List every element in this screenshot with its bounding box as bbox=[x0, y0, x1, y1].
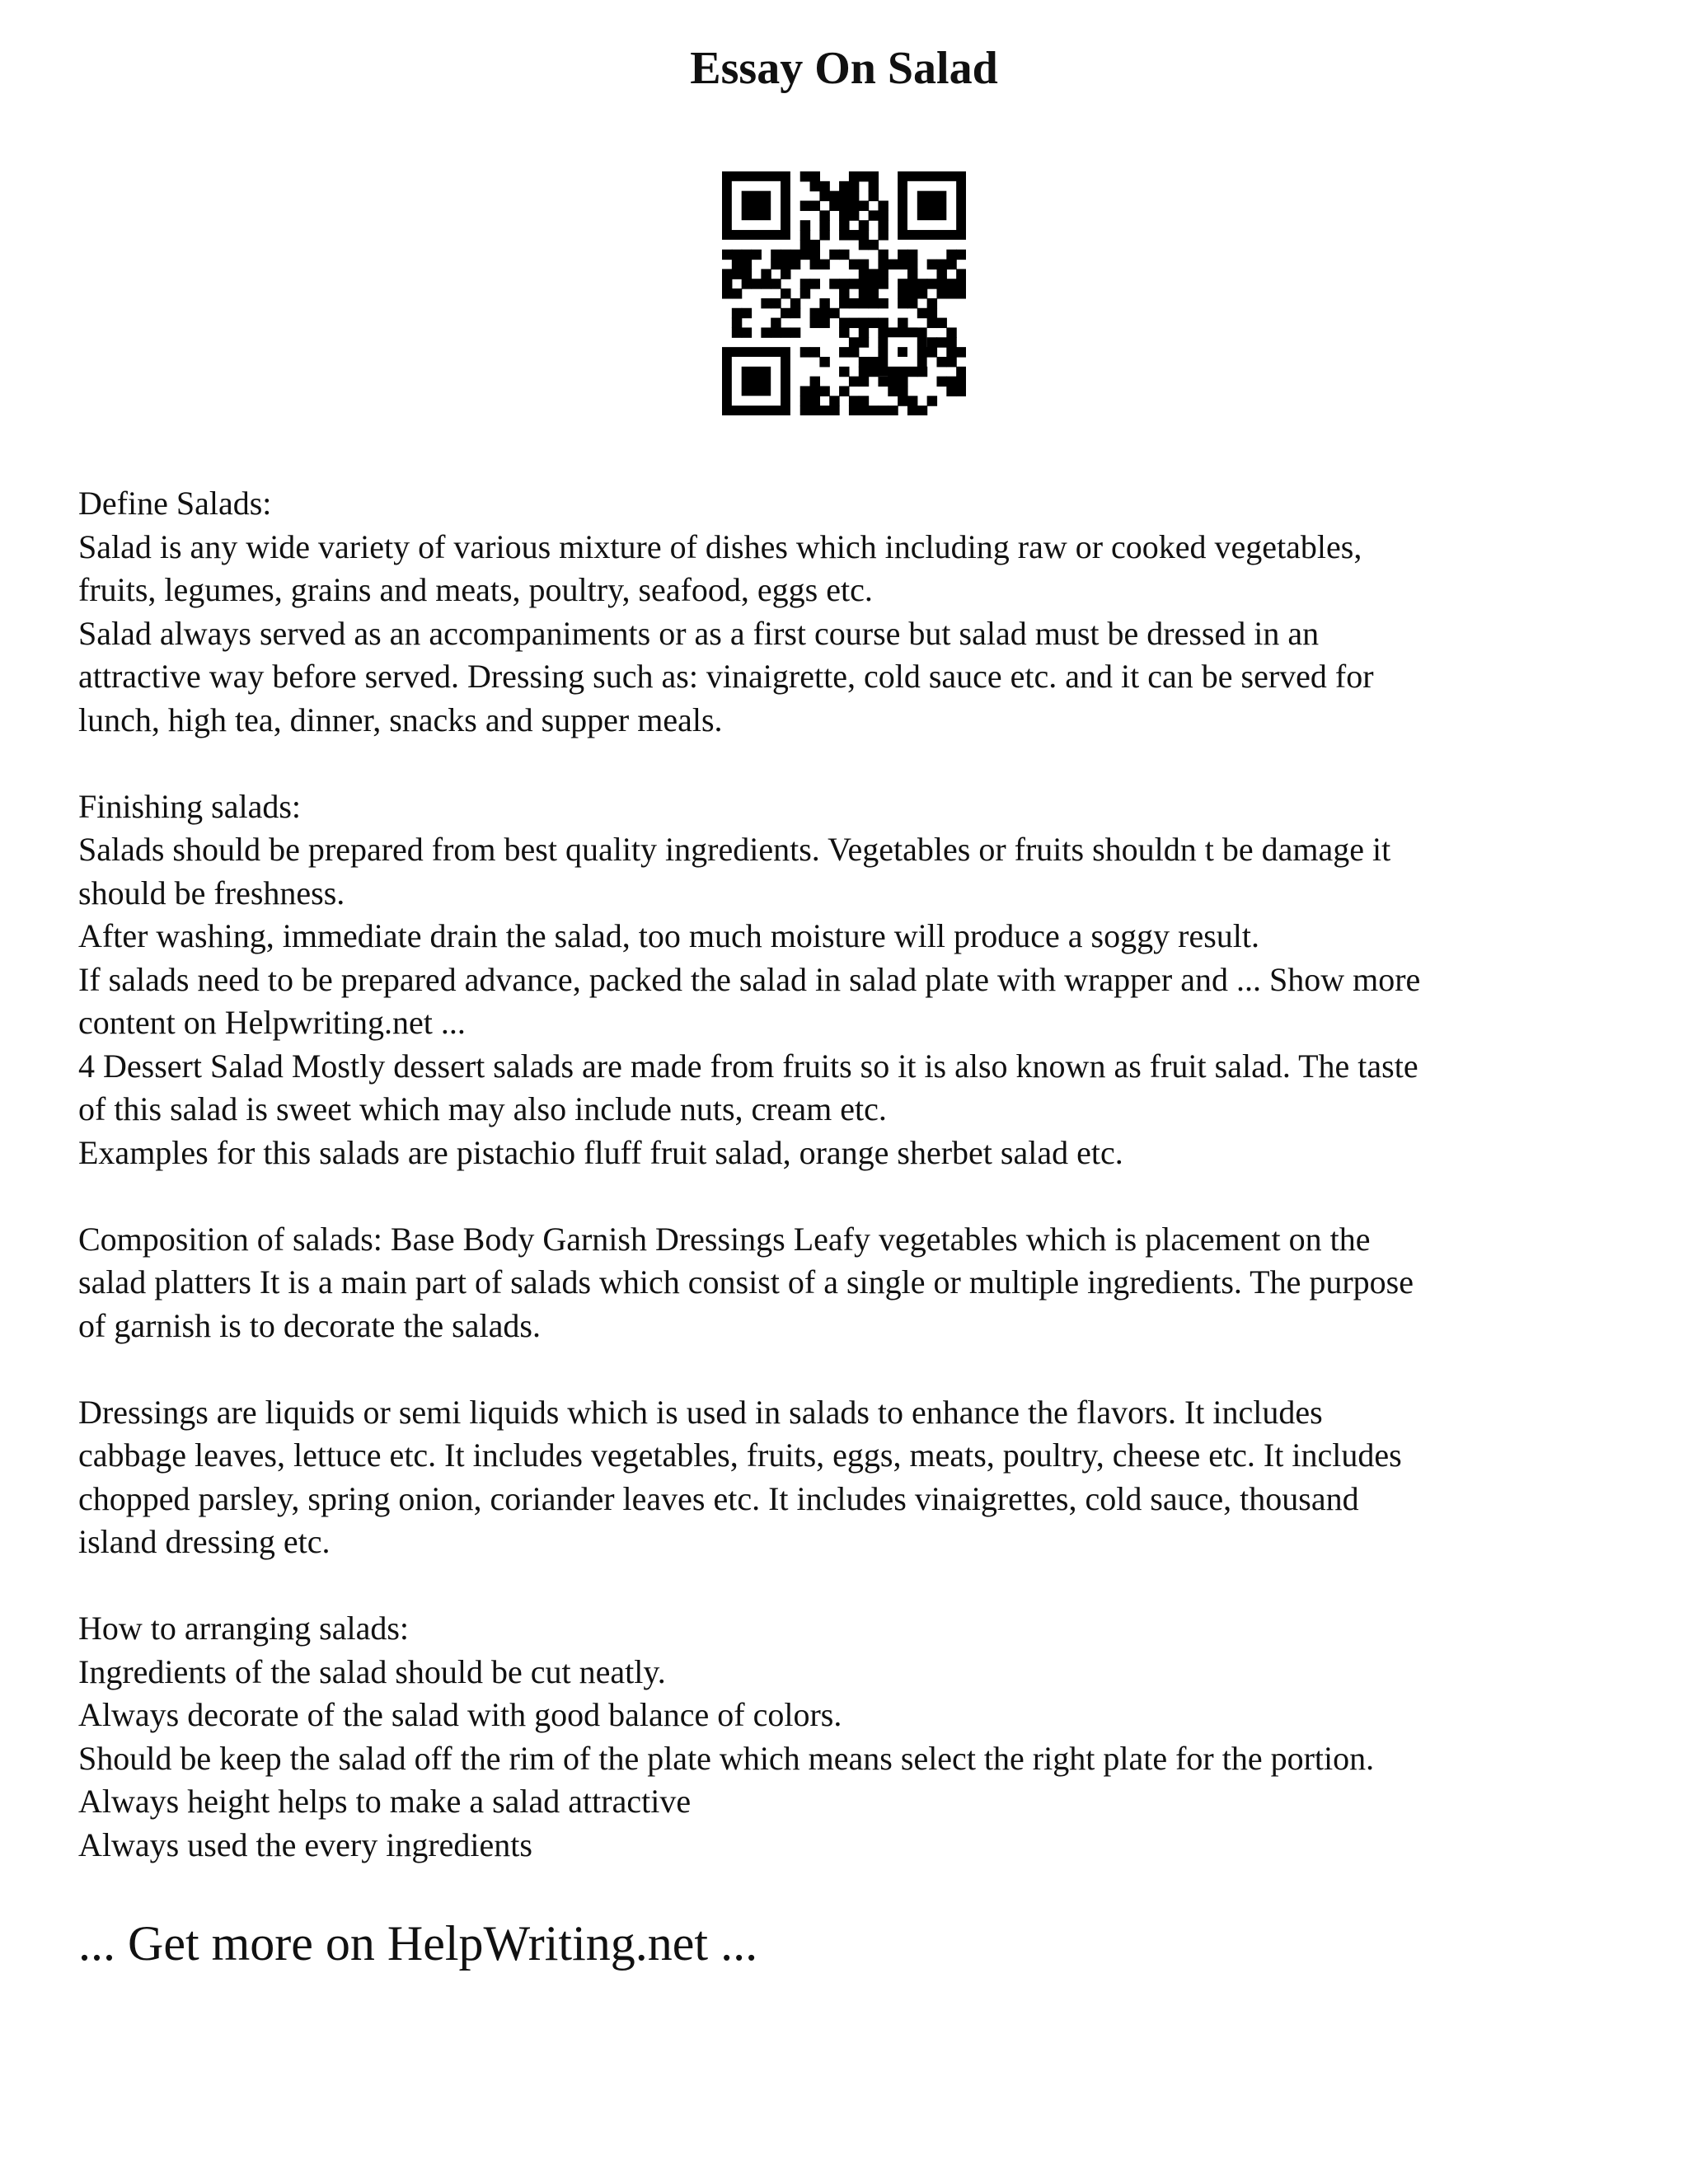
text-line: Salad always served as an accompaniments or as a first course but salad must be dressed in an bbox=[78, 614, 1320, 652]
text-line: island dressing etc. bbox=[78, 1523, 331, 1560]
text-line: Salads should be prepared from best quality ingredients. Vegetables or fruits shouldn t be damage it bbox=[78, 831, 1391, 868]
paragraph-gap bbox=[78, 1564, 1628, 1608]
qr-code-graphic bbox=[722, 171, 966, 415]
text-line: cabbage leaves, lettuce etc. It includes vegetables, fruits, eggs, meats, poultry, cheese etc. It includes bbox=[78, 1436, 1402, 1474]
text-line: Dressings are liquids or semi liquids which is used in salads to enhance the flavors. It includes bbox=[78, 1393, 1323, 1431]
text-line: chopped parsley, spring onion, coriander leaves etc. It includes vinaigrettes, cold sauce, thousand bbox=[78, 1479, 1359, 1517]
text-line: Finishing salads: bbox=[78, 787, 302, 825]
paragraph-dressings bbox=[78, 1391, 1628, 1564]
text-line: Define Salads: bbox=[78, 485, 272, 522]
text-line: should be freshness. bbox=[78, 874, 345, 912]
text-line: Always used the every ingredients bbox=[78, 1825, 532, 1863]
paragraph-gap bbox=[78, 1347, 1628, 1391]
text-line: If salads need to be prepared advance, packed the salad in salad plate with wrapper and ... Show more bbox=[78, 960, 1421, 998]
text-line: Examples for this salads are pistachio fluff fruit salad, orange sherbet salad etc. bbox=[78, 1133, 1123, 1171]
paragraph-composition bbox=[78, 1218, 1628, 1348]
paragraph-gap bbox=[78, 1174, 1628, 1218]
text-line: lunch, high tea, dinner, snacks and supper meals. bbox=[78, 701, 723, 738]
page-title: Essay On Salad bbox=[690, 43, 998, 94]
text-line: of garnish is to decorate the salads. bbox=[78, 1306, 541, 1344]
text-line: Salad is any wide variety of various mixture of dishes which including raw or cooked vegetables, bbox=[78, 527, 1362, 565]
text-line: fruits, legumes, grains and meats, poultry, seafood, eggs etc. bbox=[78, 571, 873, 608]
text-line: Composition of salads: Base Body Garnish Dressings Leafy vegetables which is placement on the bbox=[78, 1220, 1371, 1258]
text-line: Always decorate of the salad with good balance of colors. bbox=[78, 1696, 842, 1733]
paragraph-gap bbox=[78, 742, 1628, 785]
text-line: Always height helps to make a salad attractive bbox=[78, 1783, 692, 1820]
essay-body bbox=[78, 482, 1628, 1867]
text-line: content on Helpwriting.net ... bbox=[78, 1004, 466, 1041]
text-line: salad platters It is a main part of salads which consist of a single or multiple ingredients. The purpose bbox=[78, 1263, 1414, 1301]
text-line: 4 Dessert Salad Mostly dessert salads are made from fruits so it is also known as fruit salad. The taste bbox=[78, 1047, 1418, 1085]
paragraph-definition bbox=[78, 482, 1628, 742]
text-line: Ingredients of the salad should be cut neatly. bbox=[78, 1652, 666, 1690]
text-line: Should be keep the salad off the rim of the plate which means select the right plate for the portion. bbox=[78, 1739, 1375, 1777]
text-line: attractive way before served. Dressing such as: vinaigrette, cold sauce etc. and it can be served for bbox=[78, 658, 1374, 695]
text-line: How to arranging salads: bbox=[78, 1610, 410, 1647]
text-line: After washing, immediate drain the salad, too much moisture will produce a soggy result. bbox=[78, 917, 1259, 954]
paragraph-finishing bbox=[78, 785, 1628, 1175]
text-line: of this salad is sweet which may also include nuts, cream etc. bbox=[78, 1090, 887, 1127]
paragraph-arranging bbox=[78, 1607, 1628, 1867]
footer-link-text: ... Get more on HelpWriting.net ... bbox=[78, 1916, 758, 1971]
qr-code-icon bbox=[722, 171, 966, 415]
